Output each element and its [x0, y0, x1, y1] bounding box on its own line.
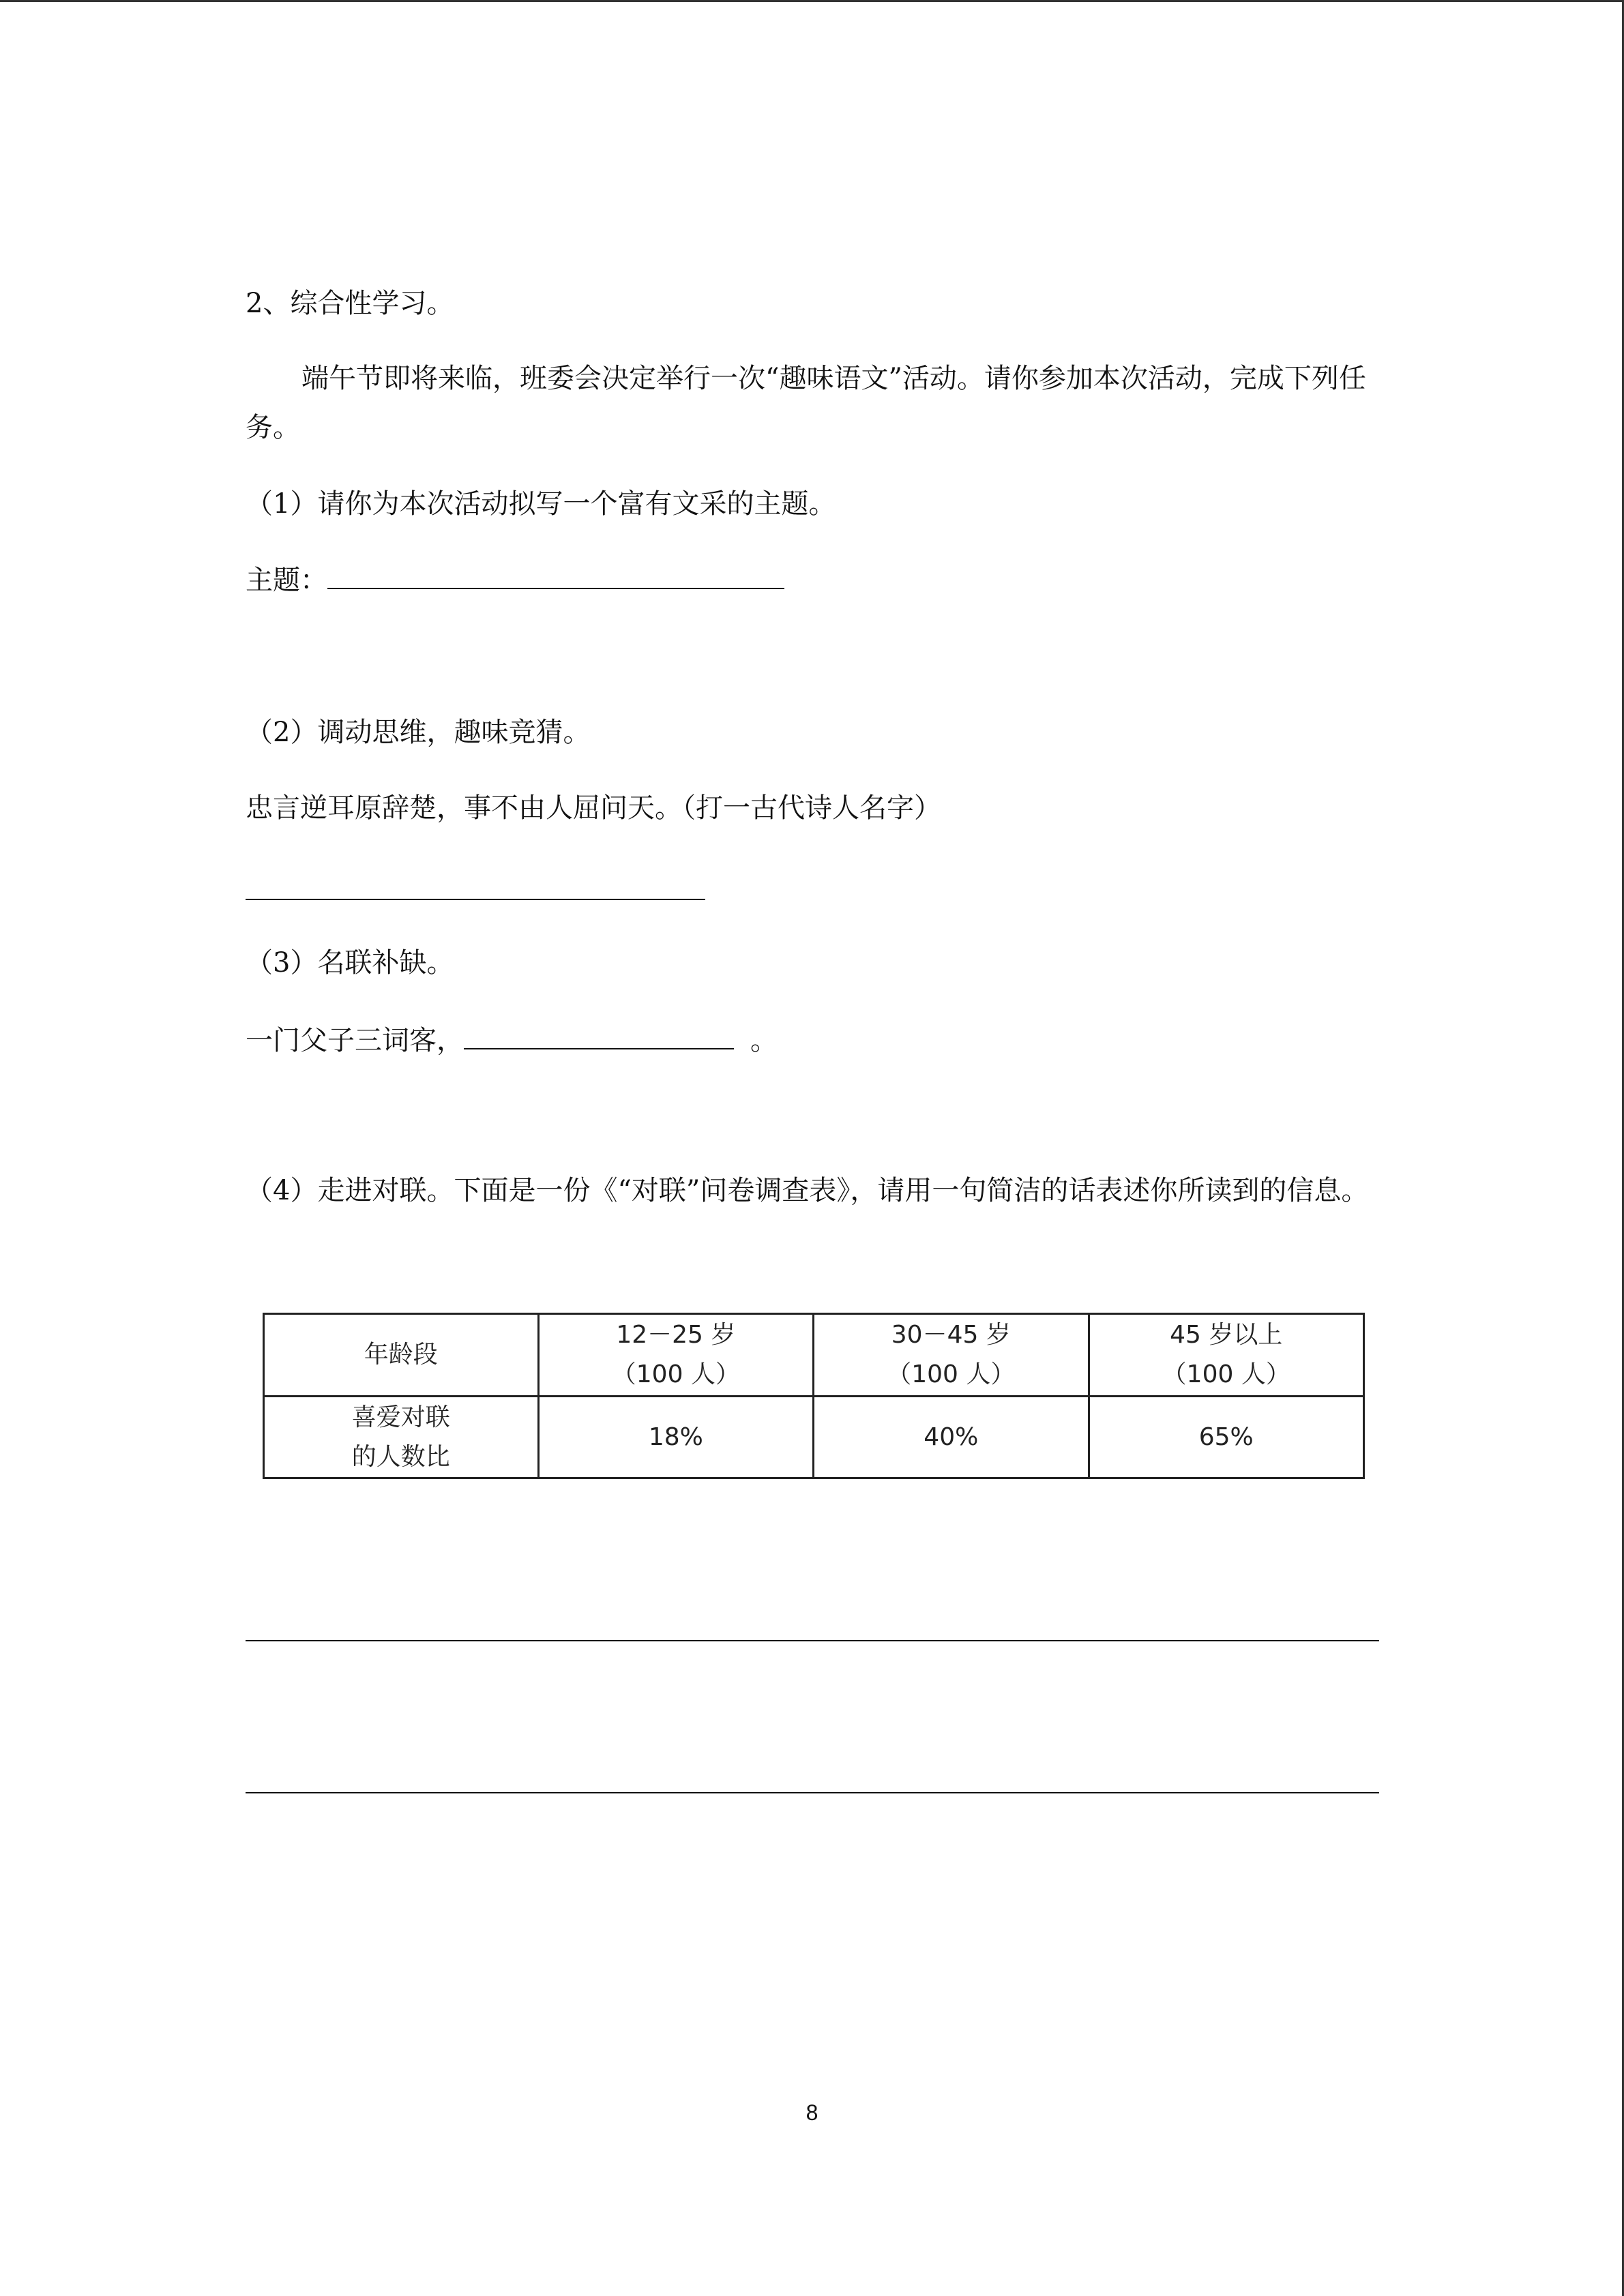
question-1-prompt: （1）请你为本次活动拟写一个富有文采的主题。 [246, 488, 836, 520]
question-2-prompt: （2）调动思维，趣味竞猜。 [246, 717, 591, 748]
ratio-header-line-2: 的人数比 [351, 1442, 450, 1471]
couplet-first-line: 一门父子三词客， [246, 1025, 464, 1056]
survey-row-ratio [264, 1397, 1364, 1478]
question-2-riddle: 忠言逆耳原辞楚，事不由人屈问天。（打一古代诗人名字） [246, 792, 941, 824]
question-1-answer-line [246, 556, 784, 605]
ratio-cell-group-3: 65% [1089, 1397, 1363, 1478]
age-group-2-cell [814, 1314, 1089, 1397]
riddle-answer-blank[interactable] [246, 899, 705, 900]
intro-paragraph: 端午节即将来临，班委会决定举行一次“趣味语文”活动。请你参加本次活动，完成下列任务。 [246, 363, 1366, 443]
question-4-prompt: （4）走进对联。下面是一份《“对联”问卷调查表》，请用一句简洁的话表述你所读到的信息。 [246, 1175, 1369, 1206]
survey-table [263, 1313, 1365, 1479]
row-header-ratio [264, 1397, 539, 1478]
age-group-1-range: 12－25 岁 [616, 1321, 736, 1349]
page-top-border [0, 0, 1624, 2]
age-group-2-range: 30－45 岁 [891, 1321, 1011, 1349]
ratio-cell-group-1: 18% [538, 1397, 813, 1478]
age-group-1-count: （100 人） [611, 1360, 740, 1388]
theme-answer-blank[interactable] [327, 561, 784, 589]
ratio-header-line-1: 喜爱对联 [351, 1403, 450, 1431]
answer-line-1[interactable] [246, 1640, 1379, 1641]
answer-line-2[interactable] [246, 1792, 1379, 1793]
age-header-label: 年龄段 [364, 1341, 438, 1369]
row-header-age [264, 1314, 539, 1397]
age-group-3-cell [1089, 1314, 1363, 1397]
couplet-answer-blank[interactable] [464, 1021, 734, 1049]
question-3-prompt: （3）名联补缺。 [246, 947, 454, 979]
question-3-couplet [246, 1016, 778, 1065]
age-group-2-count: （100 人） [887, 1360, 1016, 1388]
age-group-3-count: （100 人） [1162, 1360, 1290, 1388]
page-number: 8 [806, 2100, 818, 2125]
section-title: 2、综合性学习。 [246, 288, 454, 319]
age-group-1-cell [538, 1314, 813, 1397]
ratio-cell-group-2: 40% [814, 1397, 1089, 1478]
couplet-period: 。 [750, 1025, 778, 1056]
survey-row-age [264, 1314, 1364, 1397]
theme-label: 主题： [246, 565, 327, 596]
age-group-3-range: 45 岁以上 [1170, 1321, 1283, 1349]
